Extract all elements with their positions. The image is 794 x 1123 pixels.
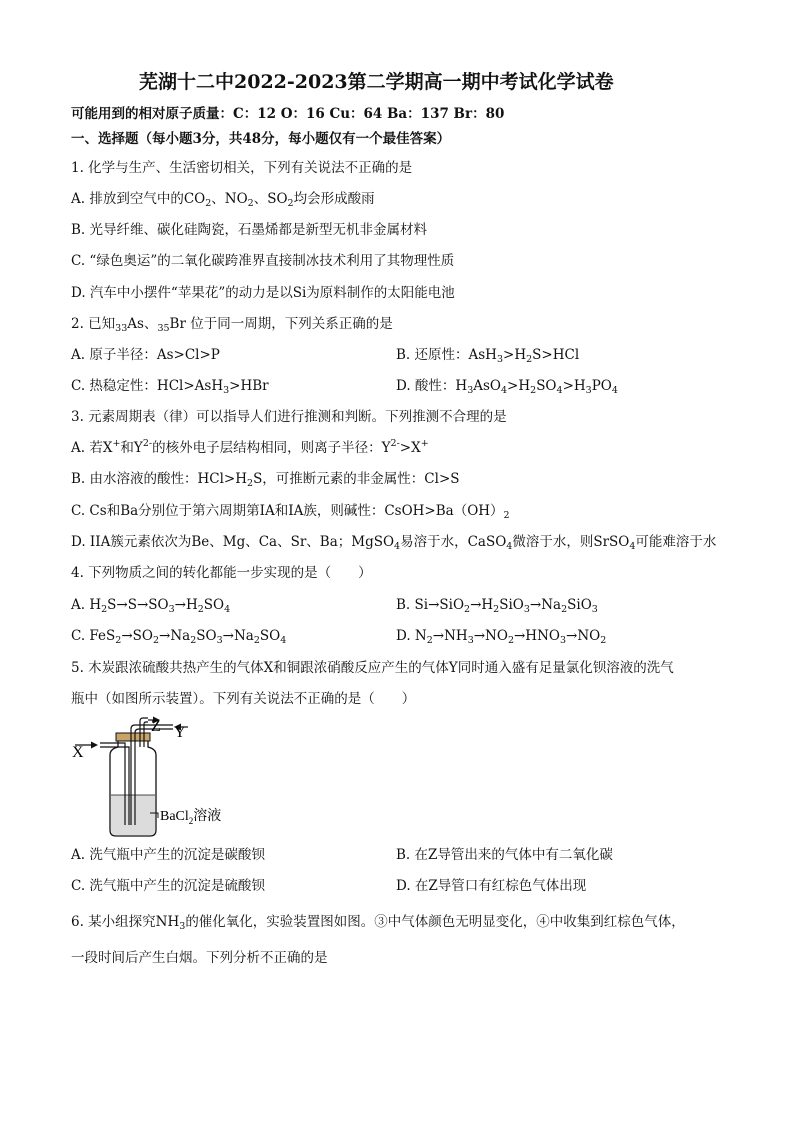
q1-option-c: C. “绿色奥运”的二氧化碳跨准界直接制冰技术利用了其物理性质 (71, 253, 455, 269)
question-6-stem-line1: 6. 某小组探究$NH_3$的催化氧化，实验装置图如图。③中气体颜色无明显变化，④中收集到红棕色气体， (71, 914, 685, 932)
q4-option-b: B. $Si\to SiO_2\to H_2SiO_3\to Na_2SiO_3$ (396, 597, 598, 615)
question-2-stem: 2. 已知$_{33}$As、$_{35}$Br 位于同一周期，下列关系正确的是 (71, 316, 393, 334)
q2-option-b: B. 还原性：$AsH_3>H_2S>HCl$ (396, 347, 580, 365)
label-x: X (72, 744, 84, 761)
label-z: Z (151, 718, 161, 735)
q4-option-d: D. $N_2\to NH_3\to NO_2\to HNO_3\to NO_2$ (396, 628, 607, 646)
q1-option-a: A. 排放到空气中的$CO_2$、$NO_2$、$SO_2$均会形成酸雨 (71, 191, 375, 209)
section-heading: 一、选择题（每小题3分，共48分，每小题仅有一个最佳答案） (71, 131, 451, 147)
q2-option-d: D. 酸性：$H_3AsO_4>H_2SO_4>H_3PO_4$ (396, 378, 618, 396)
q3-option-a: A. 若X+和$Y^{2-}$的核外电子层结构相同，则离子半径：$Y^{2-}>X^+$ (71, 438, 429, 456)
label-bacl2: BaCl$_2$溶液 (160, 808, 222, 826)
q5-option-c: C. 洗气瓶中产生的沉淀是硫酸钡 (71, 878, 265, 894)
wash-bottle-figure (70, 715, 270, 840)
liquid-fill (111, 795, 155, 835)
q3-option-b: B. 由水溶液的酸性：$HCl>H_2S$，可推断元素的非金属性：Cl>S (71, 471, 460, 489)
page-title: 芜湖十二中2022-2023第二学期高一期中考试化学试卷 (139, 71, 614, 93)
q5-option-b: B. 在Z导管出来的气体中有二氧化碳 (396, 847, 613, 863)
q3-option-d: D. IIA簇元素依次为Be、Mg、Ca、Sr、Ba；MgSO$_4$易溶于水，CaSO$_4$微溶于水，则SrSO$_4$可能难溶于水 (71, 534, 717, 552)
stopper (116, 733, 150, 741)
q4-option-c: C. $FeS_2\to SO_2\to Na_2SO_3\to Na_2SO_4$ (71, 628, 287, 646)
q3-option-c: C. Cs和Ba分别位于第六周期第IA和IA族，则碱性：$CsOH>Ba(OH)_2$ (71, 503, 510, 521)
label-y: Y (174, 724, 186, 741)
question-1-stem: 1. 化学与生产、生活密切相关，下列有关说法不正确的是 (71, 160, 413, 176)
q2-option-c: C. 热稳定性：HCl>AsH$_3$>HBr (71, 378, 269, 396)
q5-option-d: D. 在Z导管口有红棕色气体出现 (396, 878, 587, 894)
question-6-stem-line2: 一段时间后产生白烟。下列分析不正确的是 (71, 950, 328, 966)
q4-option-a: A. $H_2S\to S\to SO_3\to H_2SO_4$ (71, 597, 231, 615)
question-5-stem-line1: 5. 木炭跟浓硫酸共热产生的气体X和铜跟浓硝酸反应产生的气体Y同时通入盛有足量氯化钡溶液的洗气 (71, 660, 674, 676)
q5-option-a: A. 洗气瓶中产生的沉淀是碳酸钡 (71, 847, 265, 863)
q1-option-d: D. 汽车中小摆件“苹果花”的动力是以Si为原料制作的太阳能电池 (71, 285, 455, 301)
q1-option-b: B. 光导纤维、碳化硅陶瓷，石墨烯都是新型无机非金属材料 (71, 222, 428, 238)
atomic-masses: 可能用到的相对原子质量：C：12 O：16 Cu：64 Ba：137 Br：80 (71, 106, 505, 122)
question-4-stem: 4. 下列物质之间的转化都能一步实现的是（ ） (71, 565, 372, 581)
question-3-stem: 3. 元素周期表（律）可以指导人们进行推测和判断。下列推测不合理的是 (71, 409, 507, 425)
q2-option-a: A. 原子半径：As>Cl>P (71, 347, 220, 363)
question-5-stem-line2: 瓶中（如图所示装置）。下列有关说法不正确的是（ ） (71, 691, 416, 707)
